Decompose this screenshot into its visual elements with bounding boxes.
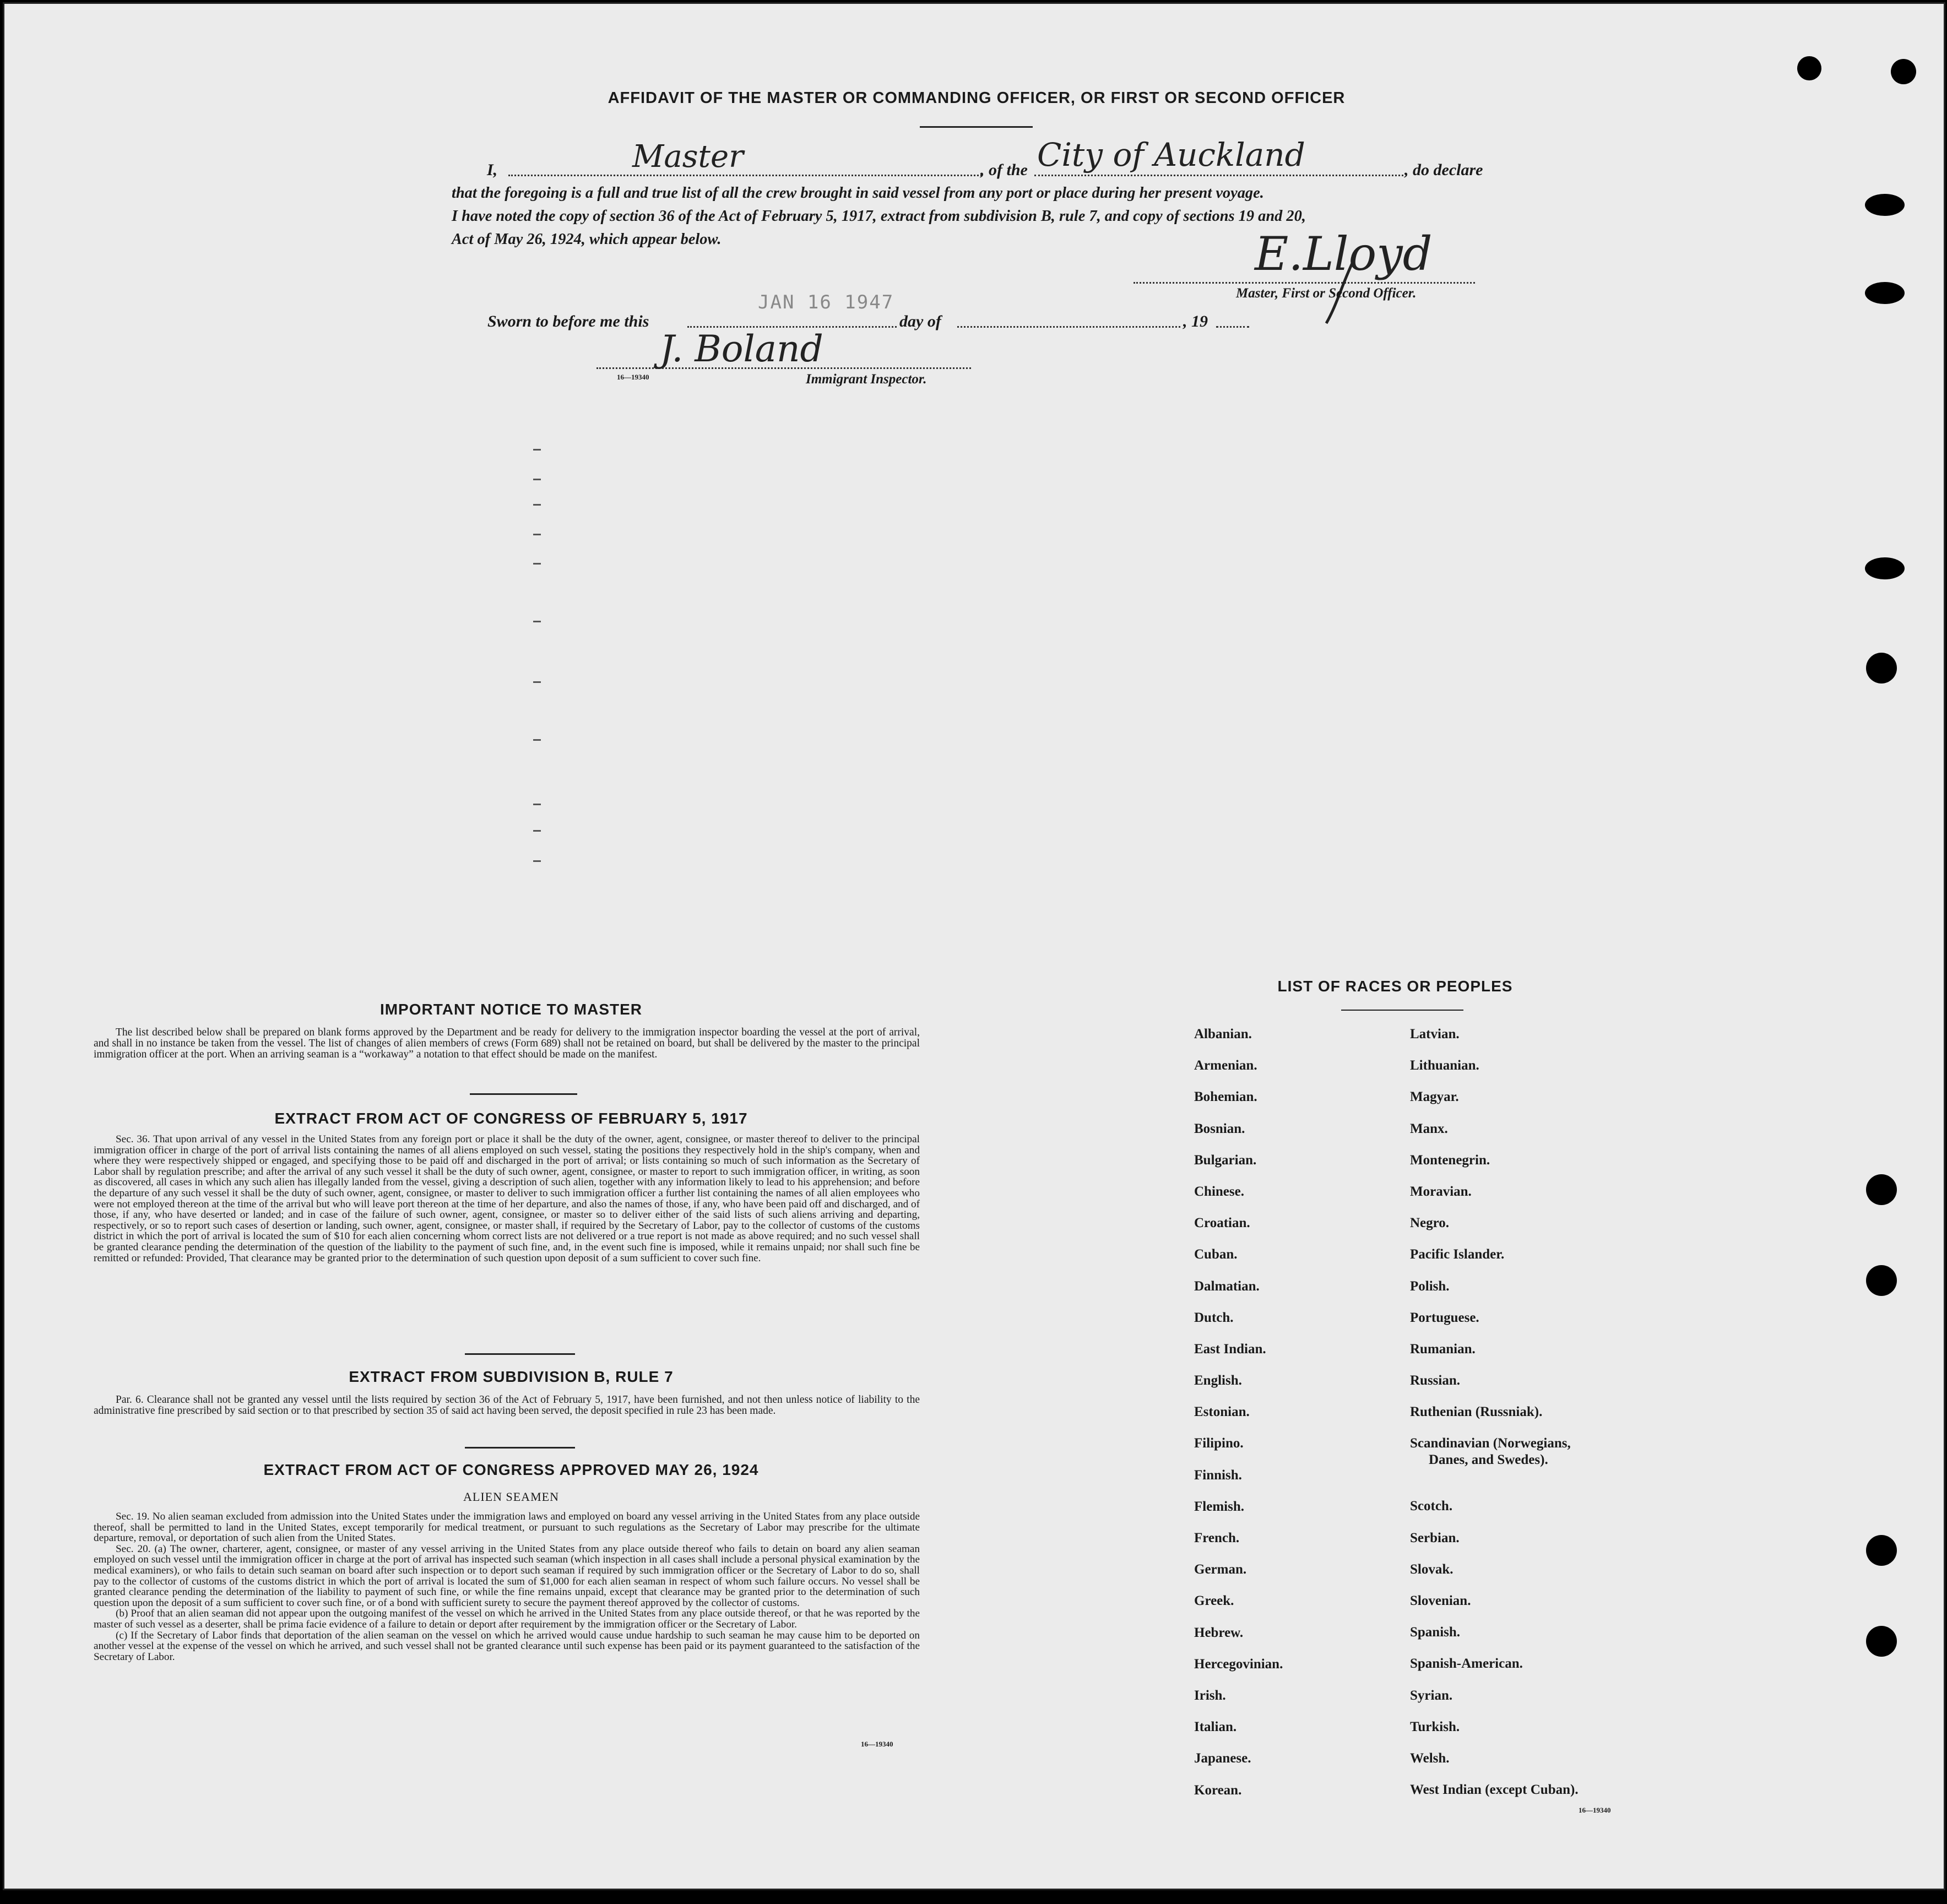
rule7-title: EXTRACT FROM SUBDIVISION B, RULE 7 xyxy=(349,1368,674,1385)
race-item: Slovenian. xyxy=(1410,1593,1471,1608)
rule7-rule xyxy=(465,1447,575,1449)
races-title-rule xyxy=(1341,1010,1463,1011)
races-left-column xyxy=(1194,1027,1283,1814)
race-item: Serbian. xyxy=(1410,1530,1460,1545)
rule7-text xyxy=(94,1395,920,1417)
extract-form-number: 16—19340 xyxy=(861,1740,893,1748)
race-item: Filipino. xyxy=(1194,1436,1244,1451)
race-item: Flemish. xyxy=(1194,1499,1244,1514)
race-item: Estonian. xyxy=(1194,1404,1250,1420)
alien-seamen-subtitle: ALIEN SEAMEN xyxy=(463,1490,559,1504)
race-item: Magyar. xyxy=(1410,1089,1459,1105)
day-of-label: day of xyxy=(899,312,941,330)
race-item: Armenian. xyxy=(1194,1058,1257,1073)
race-item: Korean. xyxy=(1194,1782,1242,1798)
punch-hole-icon xyxy=(1865,557,1905,579)
race-item: Hercegovinian. xyxy=(1194,1656,1283,1672)
race-item: Dalmatian. xyxy=(1194,1278,1260,1294)
affidavit-body-line3: Act of May 26, 1924, which appear below. xyxy=(452,231,722,248)
tick-mark xyxy=(533,449,541,451)
race-item: Russian. xyxy=(1410,1373,1461,1388)
section-36-paragraph: Sec. 36. That upon arrival of any vessel in the United States from any foreign port or place it shall be the duty of the owner, agent, consignee, or master thereof to deliver to the principal immigration officer in charge of the port of arrival lists containing the names of all aliens employed on such vessel, stating the positions they respectively hold in the ship's company, when and where they were respectively shipped or engaged, and specifying those to be paid off and discharged in the port of arrival; or lists containing so much of such information as the Secretary of Labor shall by regulation prescribe; and after the arrival of any such vessel it shall be the duty of such owner, agent, consignee, or master to report to such immigration officer, in writing, as soon as discovered, all cases in which any such alien has illegally landed from the vessel, giving a description of such alien, together with any information likely to lead to his apprehension; and before the departure of any such vessel it shall be the duty of such owner, agent, consignee, or master to deliver to such immigration officer a further list containing the names of all alien employees who were not employed thereon at the time of the arrival but who will leave port thereon at the time of her departure, and also the names of those, if any, who have been paid off and discharged, and of those, if any, who have deserted or landed; and in case of the failure of such owner, agent, consignee, or master so to deliver either of the said lists of such aliens arriving and departing, respectively, or so to report such cases of desertion or landing, such owner, agent, consignee, or master shall, if required by the Secretary of Labor, pay to the collector of customs of the customs district in which the port of arrival is located the sum of $10 for each alien concerning whom correct lists are not delivered or a true report is not made as above required; and no such vessel shall be granted clearance pending the determination of the question of the liability to the payment of such fine, and, in the event such fine is imposed, while it remains unpaid; nor shall such fine be remitted or refunded: Provided, That clearance may be granted prior to the determination of such question upon deposit of a sum sufficient to cover such fine. xyxy=(94,1133,920,1264)
sworn-label: Sworn to before me this xyxy=(487,312,649,330)
races-form-number: 16—19340 xyxy=(1579,1806,1611,1814)
punch-hole-icon xyxy=(1866,1535,1897,1566)
punch-hole-icon xyxy=(1865,194,1905,216)
declare-label: , do declare xyxy=(1404,161,1483,179)
race-item: Japanese. xyxy=(1194,1751,1251,1766)
tick-mark xyxy=(533,830,541,832)
tick-mark xyxy=(533,804,541,805)
race-item: Syrian. xyxy=(1410,1688,1453,1703)
notice-title: IMPORTANT NOTICE TO MASTER xyxy=(379,1001,643,1018)
extract-1917-rule xyxy=(465,1353,575,1355)
race-item: Finnish. xyxy=(1194,1467,1242,1483)
race-item: Ruthenian (Russniak). xyxy=(1410,1404,1543,1420)
race-item: Negro. xyxy=(1410,1216,1450,1231)
race-item: Scotch. xyxy=(1410,1499,1453,1514)
ship-line xyxy=(1034,175,1403,176)
races-title: LIST OF RACES OR PEOPLES xyxy=(1277,978,1513,995)
race-item: Dutch. xyxy=(1194,1310,1234,1325)
sworn-year-line xyxy=(1216,326,1249,328)
inspector-signature: J. Boland xyxy=(660,328,823,370)
notice-paragraph: The list described below shall be prepared on blank forms approved by the Department and be ready for delivery to the immigration inspector boarding the vessel at the port of arrival, and shall in no instance be taken from the vessel. The list of changes of alien members of crews (Form 689) shall not be retained on board, but shall be delivered by the master to the principal immigration officer at the port. When an arriving seaman is a “workaway” a notation to that effect should be made on the manifest. xyxy=(94,1027,920,1060)
race-item: Hebrew. xyxy=(1194,1625,1244,1640)
tick-mark xyxy=(533,681,541,683)
tick-mark xyxy=(533,739,541,741)
race-item: Latvian. xyxy=(1410,1027,1460,1041)
tick-mark xyxy=(533,563,541,565)
master-signature: E.Lloyd xyxy=(1255,227,1433,281)
punch-hole-icon xyxy=(1865,282,1905,304)
document-page xyxy=(3,2,1945,1890)
section-20c-paragraph: (c) If the Secretary of Labor finds that deportation of the alien seaman on the vessel on which he arrived would cause undue hardship to such seaman he may cause him to be deported on another vessel at the expense of the vessel on which he arrived, and such vessel shall not be granted clearance until such expense has been paid or its payment guaranteed to the satisfaction of the Secretary of Labor. xyxy=(94,1629,920,1663)
notice-rule xyxy=(470,1093,577,1095)
race-item: Italian. xyxy=(1194,1719,1237,1735)
race-item: Manx. xyxy=(1410,1121,1448,1136)
races-right-column xyxy=(1410,1027,1579,1814)
race-item: French. xyxy=(1194,1531,1240,1545)
race-item: Bohemian. xyxy=(1194,1089,1257,1105)
affidavit-body-line1: that the foregoing is a full and true list of all the crew brought in said vessel from any port or place during her present voyage. xyxy=(452,185,1264,202)
punch-hole-icon xyxy=(1866,1174,1897,1205)
race-item: Lithuanian. xyxy=(1410,1058,1479,1073)
race-item: Turkish. xyxy=(1410,1719,1460,1734)
race-item: Scandinavian (Norwegians, xyxy=(1410,1436,1571,1451)
name-line xyxy=(508,175,982,176)
race-item: Bosnian. xyxy=(1194,1121,1245,1136)
tick-mark xyxy=(533,621,541,622)
punch-hole-icon xyxy=(1891,59,1916,84)
punch-hole-icon xyxy=(1797,56,1821,80)
of-the-label: , of the xyxy=(980,161,1028,179)
race-item: Irish. xyxy=(1194,1688,1226,1703)
race-item: Danes, and Swedes). xyxy=(1429,1452,1548,1468)
section-20b-paragraph: (b) Proof that an alien seaman did not appear upon the outgoing manifest of the vessel on which he arrived in the United States from any place outside thereof, or that he was reported by the master of such vessel as a deserter, shall be prima facie evidence of a failure to detain or deport after requirement by the immigration officer or the Secretary of Labor. xyxy=(94,1608,920,1630)
race-item: Polish. xyxy=(1410,1278,1450,1294)
notice-text xyxy=(94,1027,920,1060)
section-20a-paragraph: Sec. 20. (a) The owner, charterer, agent, consignee, or master of any vessel arriving in the United States from any place outside thereof who fails to detain on board any alien seaman employed on such vessel until the immigration officer in charge at the port of arrival has inspected such seaman (which inspection in all cases shall include a personal physical examination by the medical examiners), or who fails to detain such seaman on board after such inspection or to deport such seaman if required by such immigration officer or the Secretary of Labor to do so, shall pay to the collector of customs of the customs district in which the port of arrival is located the sum of $1,000 for each alien seaman in respect of whom such failure occurs. No vessel shall be granted clearance pending the determination of the liability to payment of such fine, or while the fine remains unpaid, except that clearance may be granted prior to the determination of such question upon the deposit of a sum sufficient to cover such fine, or of a bond with sufficient surety to secure the payment thereof approved by the collector of customs. xyxy=(94,1543,920,1609)
punch-hole-icon xyxy=(1866,1265,1897,1296)
affidavit-title: AFFIDAVIT OF THE MASTER OR COMMANDING OFFICER, OR FIRST OR SECOND OFFICER xyxy=(608,89,1346,107)
race-item: Greek. xyxy=(1194,1593,1234,1609)
tick-mark xyxy=(533,479,541,480)
race-item: English. xyxy=(1194,1373,1242,1388)
race-item: Rumanian. xyxy=(1410,1341,1476,1357)
section-19-paragraph: Sec. 19. No alien seaman excluded from admission into the United States under the immigration laws and employed on board any vessel arriving in the United States from any place outside thereof, shall be permitted to land in the United States, except temporarily for medical treatment, or pursuant to such regulations as the Secretary of Labor may prescribe for the ultimate departure, removal, or deportation of such alien from the United States. xyxy=(94,1511,920,1544)
affidavit-body-line2: I have noted the copy of section 36 of the Act of February 5, 1917, extract from subdivision B, rule 7, and copy of sections 19 and 20, xyxy=(452,208,1306,225)
extract-1917-title: EXTRACT FROM ACT OF CONGRESS OF FEBRUARY 5, 1917 xyxy=(274,1110,748,1127)
extract-1917-text xyxy=(94,1134,920,1263)
rule7-paragraph: Par. 6. Clearance shall not be granted any vessel until the lists required by section 36 of the Act of February 5, 1917, have been furnished, and not then unless notice of liability to the administrative fine prescribed by said section or to that prescribed by section 35 of said act having been served, the deposit specified in rule 23 has been made. xyxy=(94,1394,920,1417)
race-item: Moravian. xyxy=(1410,1184,1472,1199)
punch-hole-icon xyxy=(1866,653,1897,684)
punch-hole-icon xyxy=(1866,1626,1897,1657)
master-signature-line xyxy=(1134,282,1475,284)
tick-mark xyxy=(533,504,541,506)
race-item: Croatian. xyxy=(1194,1216,1250,1231)
year-label: , 19 xyxy=(1183,312,1208,330)
name-handwritten: Master xyxy=(632,139,744,175)
i-label: I, xyxy=(487,161,498,179)
race-item: Chinese. xyxy=(1194,1184,1244,1199)
sworn-month-line xyxy=(957,326,1180,328)
affidavit-title-rule xyxy=(920,126,1033,128)
race-item: East Indian. xyxy=(1194,1341,1266,1357)
ship-handwritten: City of Auckland xyxy=(1037,136,1305,173)
race-item: Bulgarian. xyxy=(1194,1152,1257,1168)
race-item: Welsh. xyxy=(1410,1750,1450,1766)
race-item: Cuban. xyxy=(1194,1247,1238,1262)
race-item: Albanian. xyxy=(1194,1027,1252,1041)
extract-1924-text xyxy=(94,1511,920,1662)
race-item: Pacific Islander. xyxy=(1410,1247,1505,1262)
tick-mark xyxy=(533,860,541,862)
inspector-caption: Immigrant Inspector. xyxy=(806,372,927,387)
race-item: Slovak. xyxy=(1410,1561,1454,1577)
race-item: Montenegrin. xyxy=(1410,1152,1490,1168)
extract-1924-title: EXTRACT FROM ACT OF CONGRESS APPROVED MAY 26, 1924 xyxy=(263,1461,759,1478)
race-item: Portuguese. xyxy=(1410,1310,1479,1325)
race-item: Spanish. xyxy=(1410,1625,1461,1640)
race-item: West Indian (except Cuban). xyxy=(1410,1782,1579,1798)
race-item: Spanish-American. xyxy=(1410,1656,1523,1672)
affidavit-form-number: 16—19340 xyxy=(617,373,649,381)
race-item: German. xyxy=(1194,1562,1247,1577)
tick-mark xyxy=(533,534,541,535)
sworn-date-stamp: JAN 16 1947 xyxy=(758,291,894,313)
master-signature-caption: Master, First or Second Officer. xyxy=(1236,286,1417,301)
